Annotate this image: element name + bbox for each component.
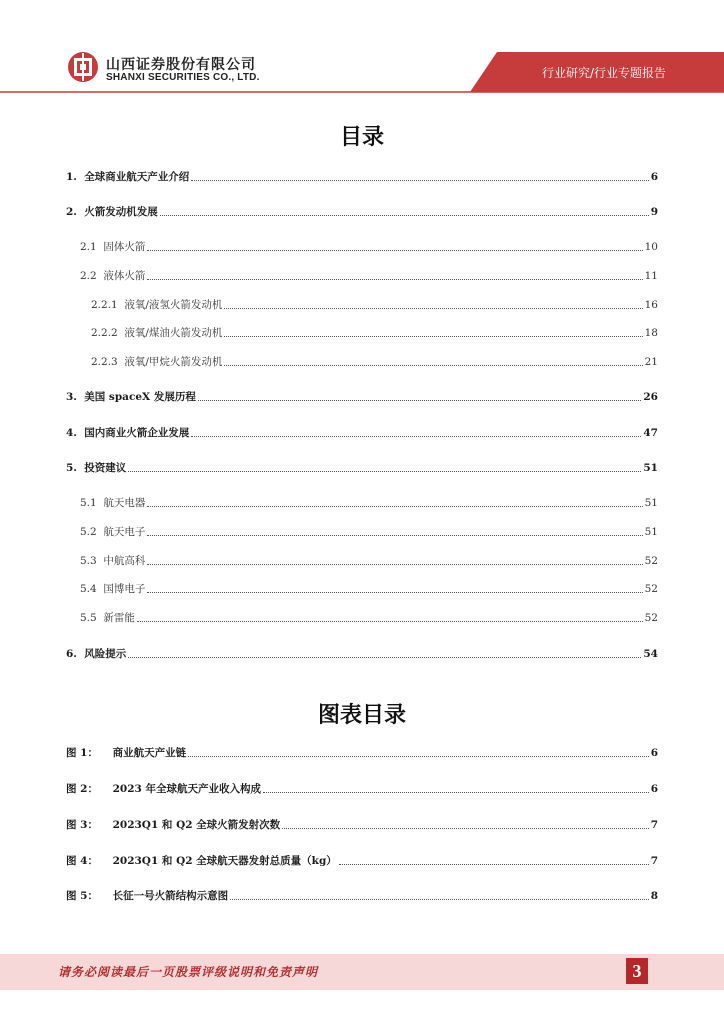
toc-leader-dots [147, 249, 642, 251]
toc-entry-label: 5.2 航天电子 [80, 526, 146, 538]
toc-entry[interactable] [80, 523, 658, 539]
toc-entry-page: 16 [644, 299, 658, 311]
toc-leader-dots [339, 863, 649, 865]
toc-leader-dots [147, 505, 642, 507]
toc-entry-label: 2. 火箭发动机发展 [66, 206, 158, 218]
toc-leader-dots [128, 470, 641, 472]
toc-entry-page: 51 [643, 462, 658, 474]
page-header [0, 0, 724, 96]
toc-entry[interactable] [80, 552, 658, 568]
toc-entry-label: 2.2.3 液氧/甲烷火箭发动机 [91, 356, 223, 368]
toc-leader-dots [224, 335, 642, 337]
toc-entry-label: 3. 美国 spaceX 发展历程 [66, 391, 196, 403]
toc-entry[interactable] [80, 238, 658, 254]
toc-leader-dots [263, 791, 649, 793]
toc-entry-page: 52 [644, 612, 658, 624]
company-name-en: SHANXI SECURITIES CO., LTD. [106, 72, 260, 83]
toc-leader-dots [191, 435, 641, 437]
figure-entry[interactable] [66, 780, 658, 796]
toc-leader-dots [147, 563, 642, 565]
toc-entry-page: 11 [644, 270, 658, 282]
toc-leader-dots [282, 827, 649, 829]
toc-leader-dots [224, 364, 642, 366]
toc-entry-page: 10 [644, 241, 658, 253]
toc-entry-page: 26 [643, 391, 658, 403]
toc-entry[interactable] [80, 609, 658, 625]
company-logo-icon [66, 50, 100, 84]
toc-entry-label: 5.4 国博电子 [80, 583, 146, 595]
toc-entry-page: 18 [644, 327, 658, 339]
toc-entry[interactable] [66, 388, 658, 404]
toc-leader-dots [137, 620, 643, 622]
toc-leader-dots [198, 399, 642, 401]
toc-entry[interactable] [80, 267, 658, 283]
figure-entry-page: 6 [650, 783, 658, 795]
toc-entry[interactable] [66, 459, 658, 475]
figure-entry-page: 7 [650, 819, 658, 831]
toc-leader-dots [224, 307, 642, 309]
toc-entry-page: 52 [644, 555, 658, 567]
toc-entry-page: 51 [644, 526, 658, 538]
toc-entry-label: 5.5 新雷能 [80, 612, 135, 624]
toc-entry[interactable] [91, 353, 658, 369]
toc-entry-page: 21 [644, 356, 658, 368]
figures-toc-title: 图表目录 [317, 703, 406, 728]
figure-entry[interactable] [66, 852, 658, 868]
toc-entry-page: 52 [644, 583, 658, 595]
toc-leader-dots [188, 755, 649, 757]
toc-entry[interactable] [80, 494, 658, 510]
figure-entry[interactable] [66, 744, 658, 760]
toc-entry-label: 2.2.2 液氧/煤油火箭发动机 [91, 327, 223, 339]
toc-entry[interactable] [66, 645, 658, 661]
toc-entry-page: 9 [650, 206, 658, 218]
toc-entry[interactable] [80, 580, 658, 596]
toc-entry-label: 6. 风险提示 [66, 648, 127, 660]
toc-entry-label: 5. 投资建议 [66, 462, 127, 474]
figure-entry-label: 图 4： 2023Q1 和 Q2 全球航天器发射总质量（kg） [66, 855, 337, 867]
toc-leader-dots [147, 534, 642, 536]
figure-entry-label: 图 2： 2023 年全球航天产业收入构成 [66, 783, 261, 795]
toc-leader-dots [147, 591, 642, 593]
toc-entry-label: 4. 国内商业火箭企业发展 [66, 427, 190, 439]
figure-entry-label: 图 3： 2023Q1 和 Q2 全球火箭发射次数 [66, 819, 281, 831]
figure-entry[interactable] [66, 887, 658, 903]
toc-entry-label: 2.2 液体火箭 [80, 270, 146, 282]
report-type-label: 行业研究/行业专题报告 [541, 66, 666, 80]
toc-leader-dots [128, 656, 641, 658]
figure-entry-page: 7 [650, 855, 658, 867]
toc-title: 目录 [339, 125, 384, 150]
figure-entry-page: 6 [650, 747, 658, 759]
figure-entry-label: 图 5： 长征一号火箭结构示意图 [66, 890, 229, 902]
toc-leader-dots [230, 898, 649, 900]
toc-entry[interactable] [66, 424, 658, 440]
footer-disclaimer: 请务必阅读最后一页股票评级说明和免责声明 [58, 965, 319, 979]
toc-entry[interactable] [91, 296, 658, 312]
toc-entry-page: 54 [643, 648, 658, 660]
figure-entry-page: 8 [650, 890, 658, 902]
toc-entry-page: 51 [644, 497, 658, 509]
toc-entry-label: 2.1 固体火箭 [80, 241, 146, 253]
toc-entry-label: 5.1 航天电器 [80, 497, 146, 509]
figure-entry[interactable] [66, 816, 658, 832]
toc-entry-page: 6 [650, 171, 658, 183]
page-number: 3 [626, 958, 648, 984]
toc-entry[interactable] [66, 168, 658, 184]
toc-entry-label: 2.2.1 液氧/液氢火箭发动机 [91, 299, 223, 311]
toc-leader-dots [160, 214, 649, 216]
toc-leader-dots [147, 278, 642, 280]
toc-leader-dots [191, 179, 648, 181]
toc-entry-label: 5.3 中航高科 [80, 555, 146, 567]
toc-entry-label: 1. 全球商业航天产业介绍 [66, 171, 190, 183]
toc-entry[interactable] [66, 203, 658, 219]
toc-entry-page: 47 [643, 427, 658, 439]
company-name-cn: 山西证券股份有限公司 [106, 57, 256, 73]
figure-entry-label: 图 1： 商业航天产业链 [66, 747, 187, 759]
toc-entry[interactable] [91, 324, 658, 340]
